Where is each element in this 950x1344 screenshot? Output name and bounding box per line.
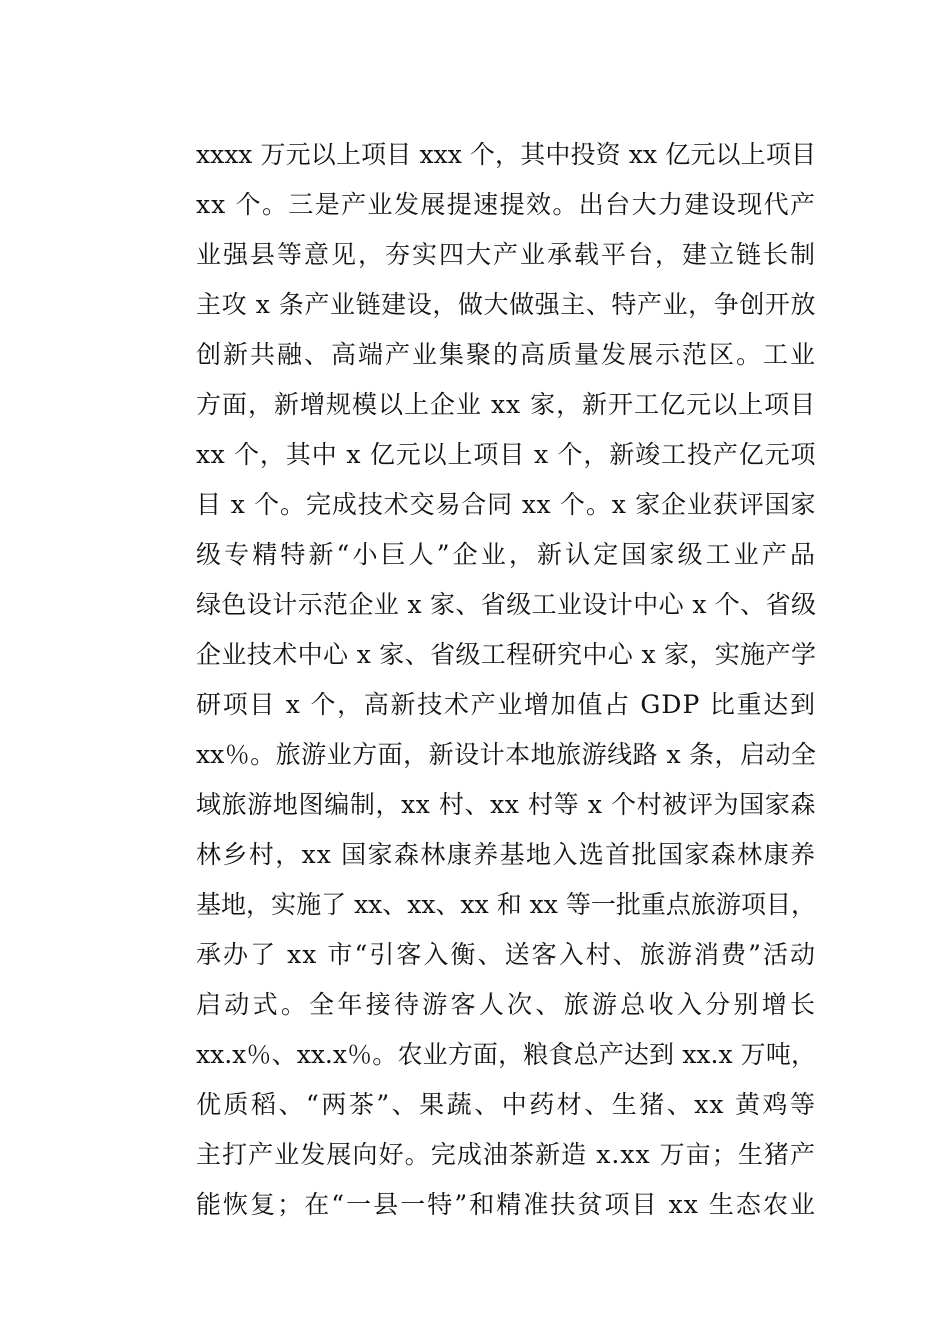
text-line-8: 目 x 个。完成技术交易合同 xx 个。x 家企业获评国家 — [196, 490, 816, 519]
text-line-18: 启动式。全年接待游客人次、旅游总收入分别增长 — [196, 990, 816, 1019]
text-line-5: 创新共融、高端产业集聚的高质量发展示范区。工业 — [196, 340, 816, 369]
text-line-12: 研项目 x 个，高新技术产业增加值占 GDP 比重达到 — [196, 690, 816, 719]
text-line-11: 企业技术中心 x 家、省级工程研究中心 x 家，实施产学 — [196, 640, 816, 669]
text-line-22: 能恢复；在“一县一特”和精准扶贫项目 xx 生态农业 — [196, 1190, 816, 1219]
text-line-16: 基地，实施了 xx、xx、xx 和 xx 等一批重点旅游项目， — [196, 890, 816, 919]
text-line-7: xx 个，其中 x 亿元以上项目 x 个，新竣工投产亿元项 — [196, 440, 816, 469]
text-line-6: 方面，新增规模以上企业 xx 家，新开工亿元以上项目 — [196, 390, 817, 419]
text-line-19: xx.x％、xx.x％。农业方面，粮食总产达到 xx.x 万吨， — [196, 1040, 816, 1069]
text-line-17: 承办了 xx 市“引客入衡、送客入村、旅游消费”活动 — [196, 940, 816, 969]
text-line-9: 级专精特新“小巨人”企业，新认定国家级工业产品 — [196, 540, 816, 569]
text-line-20: 优质稻、“两茶”、果蔬、中药材、生猪、xx 黄鸡等 — [196, 1090, 816, 1119]
text-line-2: xx 个。三是产业发展提速提效。出台大力建设现代产 — [196, 190, 816, 219]
text-line-13: xx％。旅游业方面，新设计本地旅游线路 x 条，启动全 — [196, 740, 816, 769]
text-line-21: 主打产业发展向好。完成油茶新造 x.xx 万亩；生猪产 — [196, 1140, 816, 1169]
text-line-4: 主攻 x 条产业链建设，做大做强主、特产业，争创开放 — [196, 290, 816, 319]
text-line-15: 林乡村，xx 国家森林康养基地入选首批国家森林康养 — [196, 840, 816, 869]
text-line-1: xxxx 万元以上项目 xxx 个，其中投资 xx 亿元以上项目 — [196, 140, 816, 169]
text-line-14: 域旅游地图编制，xx 村、xx 村等 x 个村被评为国家森 — [196, 790, 816, 819]
text-line-3: 业强县等意见，夯实四大产业承载平台，建立链长制 — [196, 240, 816, 269]
text-line-10: 绿色设计示范企业 x 家、省级工业设计中心 x 个、省级 — [196, 590, 816, 619]
body-paragraph — [196, 130, 816, 1230]
